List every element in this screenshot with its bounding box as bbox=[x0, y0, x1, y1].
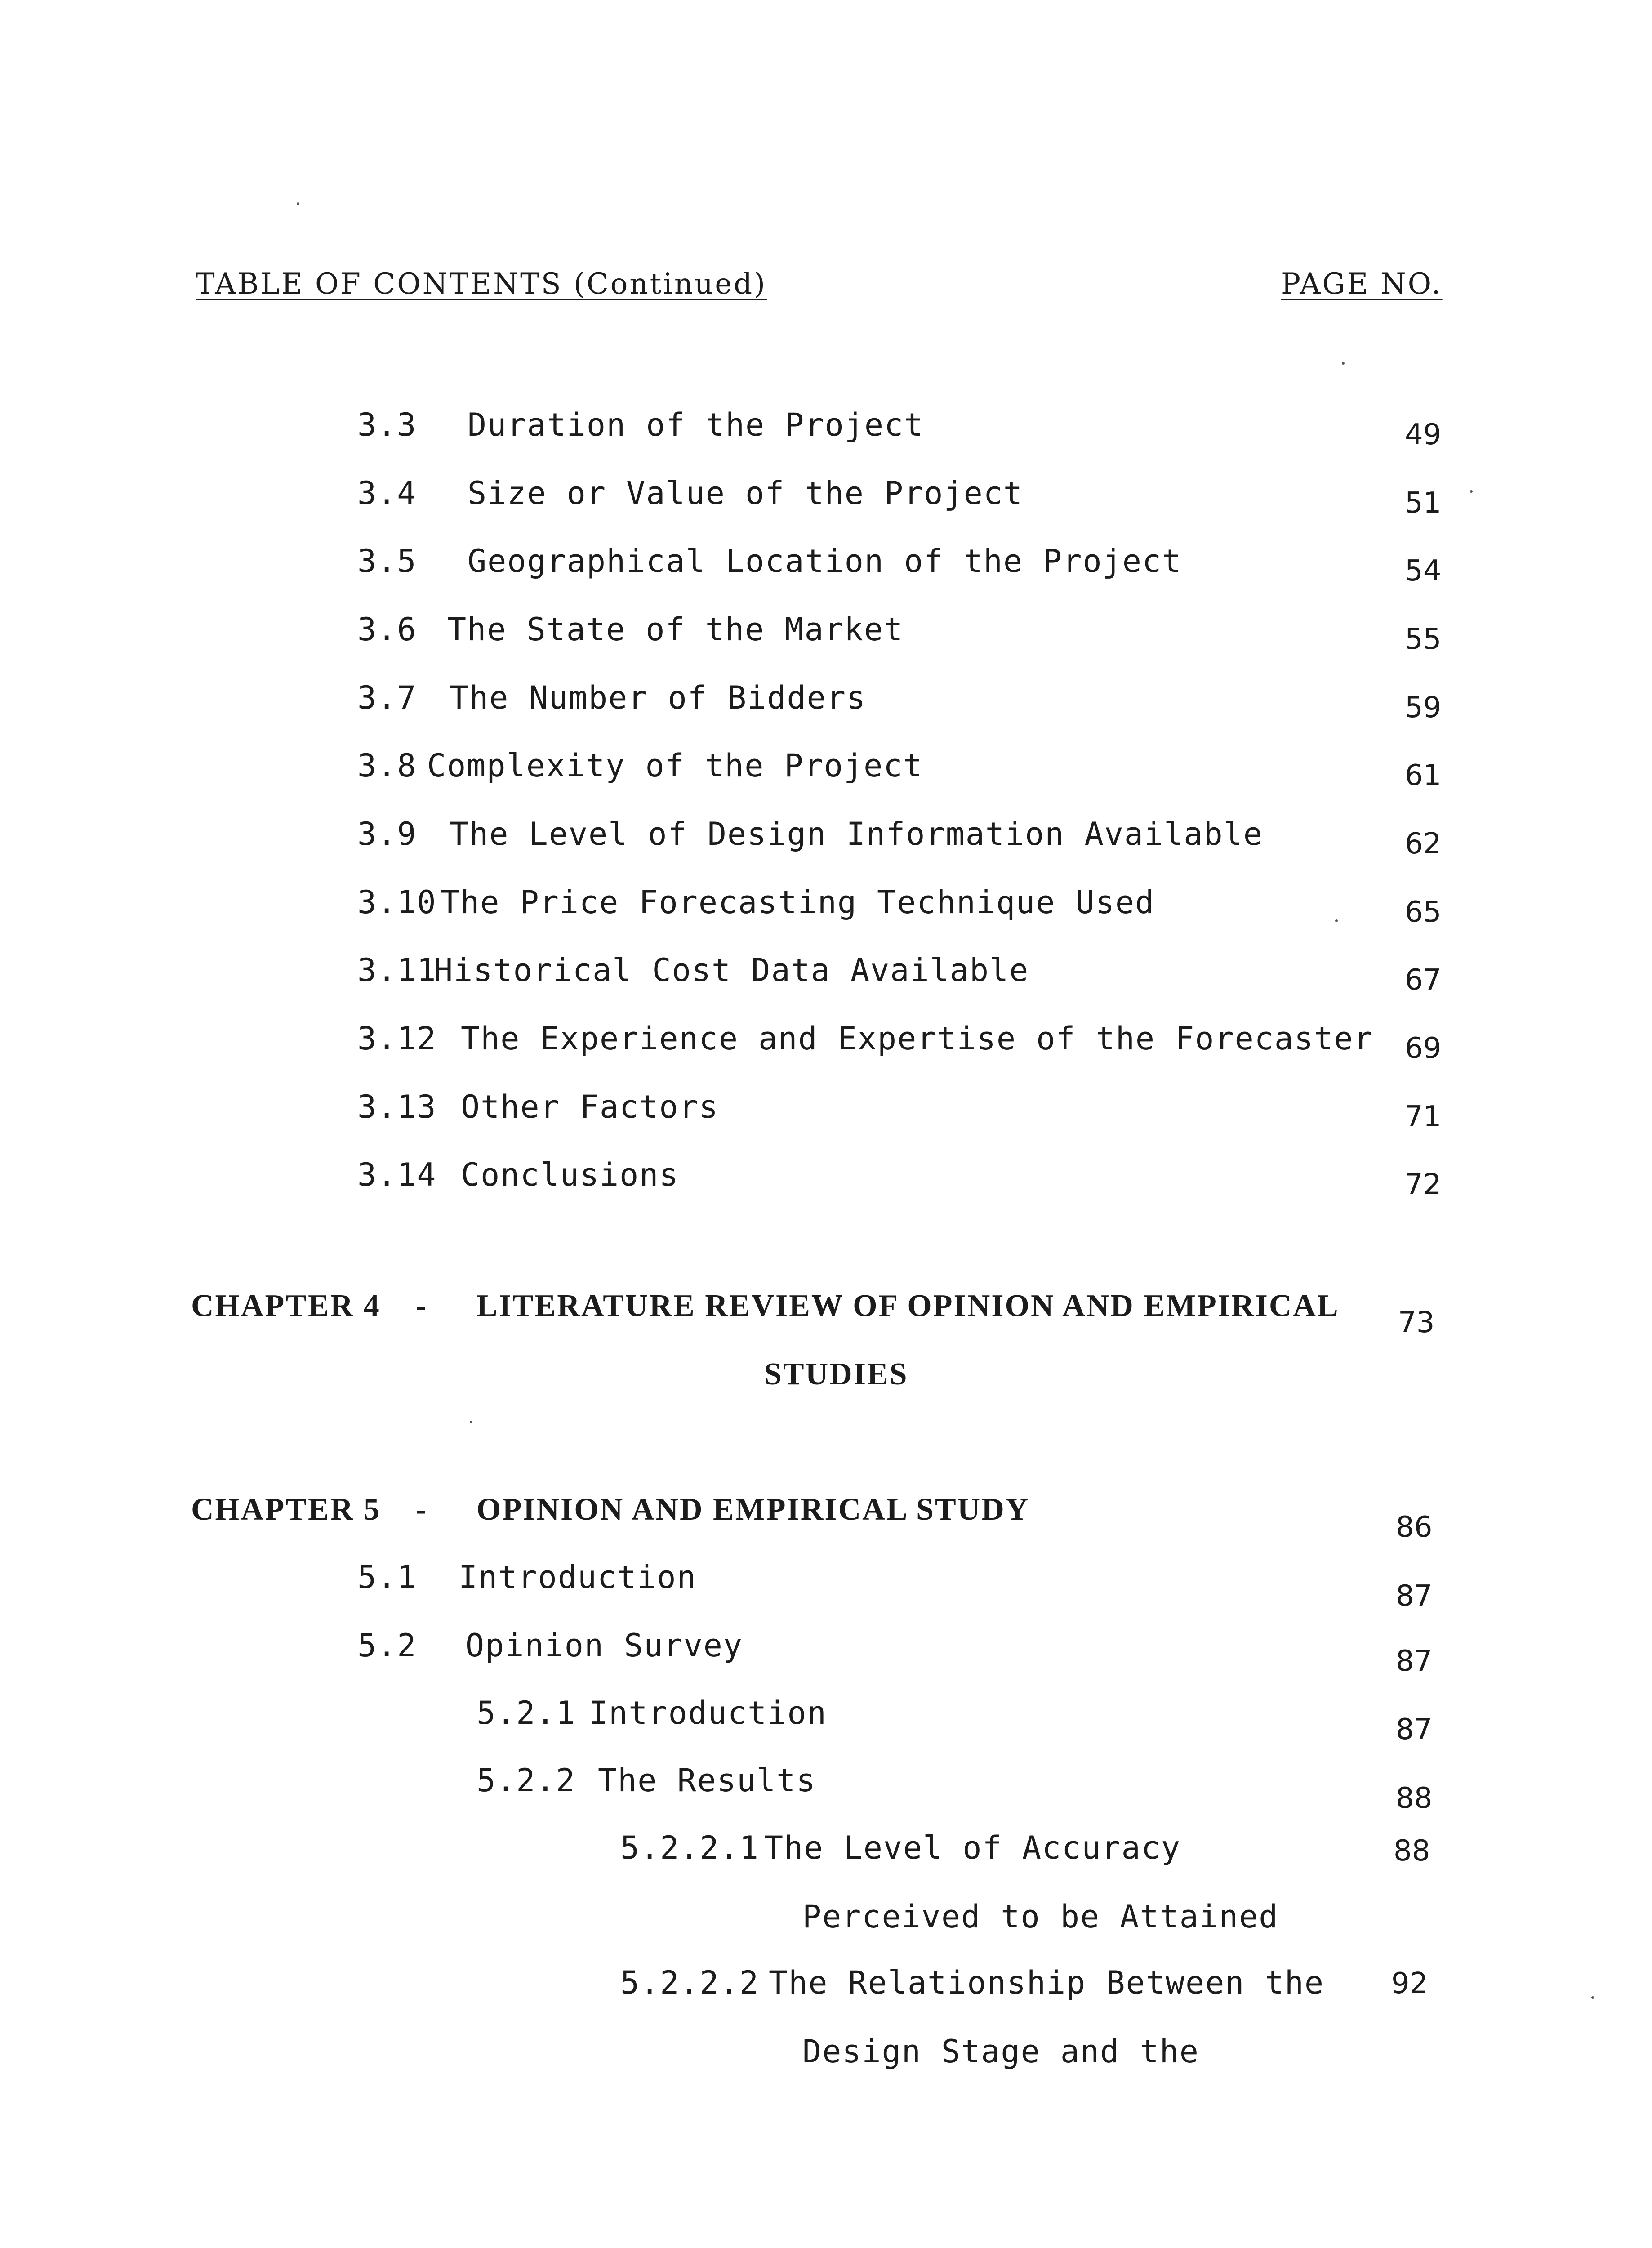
page-number: 92 bbox=[1391, 1967, 1428, 2000]
section-title: The Experience and Expertise of the Forecaster bbox=[461, 1020, 1374, 1057]
scan-speck bbox=[1342, 362, 1345, 365]
subsection-title: Introduction bbox=[589, 1695, 827, 1731]
subsection-title: The Results bbox=[598, 1762, 816, 1799]
subsubsection-number: 5.2.2.1 bbox=[620, 1829, 760, 1866]
page-number: 72 bbox=[1405, 1168, 1442, 1201]
scan-speck bbox=[1591, 1996, 1594, 1999]
section-title: Complexity of the Project bbox=[427, 747, 923, 784]
section-title: Introduction bbox=[459, 1559, 697, 1596]
section-title: Geographical Location of the Project bbox=[468, 543, 1182, 580]
subsection-number: 5.2.2 bbox=[476, 1762, 576, 1799]
section-number: 3.12 bbox=[357, 1020, 437, 1057]
page-number: 55 bbox=[1405, 623, 1442, 656]
page-number: 59 bbox=[1405, 691, 1442, 724]
section-number: 3.10 bbox=[357, 884, 437, 921]
section-title: Historical Cost Data Available bbox=[434, 952, 1029, 989]
section-title: Size or Value of the Project bbox=[468, 475, 1024, 512]
page-number: 87 bbox=[1396, 1645, 1433, 1678]
section-title: The Number of Bidders bbox=[450, 679, 867, 716]
toc-header-title: TABLE OF CONTENTS (Continued) bbox=[196, 268, 767, 301]
subsection-number: 5.2.1 bbox=[476, 1695, 576, 1731]
section-number: 3.14 bbox=[357, 1156, 437, 1193]
section-title: The Level of Design Information Available bbox=[450, 816, 1263, 852]
section-number: 3.6 bbox=[357, 611, 417, 648]
chapter-title-continued: STUDIES bbox=[764, 1357, 908, 1392]
section-title: Other Factors bbox=[461, 1088, 719, 1125]
chapter-dash: - bbox=[416, 1289, 428, 1323]
section-number: 3.9 bbox=[357, 816, 417, 852]
chapter-title: OPINION AND EMPIRICAL STUDY bbox=[476, 1492, 1030, 1527]
section-title: Conclusions bbox=[461, 1156, 679, 1193]
section-title: Duration of the Project bbox=[468, 406, 924, 443]
section-number: 5.1 bbox=[357, 1559, 417, 1596]
section-number: 3.8 bbox=[357, 747, 417, 784]
page-no-header: PAGE NO. bbox=[1281, 268, 1443, 301]
section-number: 5.2 bbox=[357, 1627, 417, 1664]
page-number: 87 bbox=[1396, 1579, 1433, 1613]
section-title: The Price Forecasting Technique Used bbox=[441, 884, 1155, 921]
page-number: 49 bbox=[1405, 418, 1442, 451]
page-number: 69 bbox=[1405, 1032, 1442, 1065]
subsubsection-title: The Relationship Between the bbox=[769, 1964, 1325, 2001]
section-number: 3.7 bbox=[357, 679, 417, 716]
page-number: 88 bbox=[1396, 1782, 1433, 1815]
subsubsection-title: The Level of Accuracy bbox=[764, 1829, 1181, 1866]
scan-speck bbox=[470, 1421, 472, 1423]
section-number: 3.11 bbox=[357, 952, 437, 989]
section-number: 3.3 bbox=[357, 406, 417, 443]
subsubsection-title-continued: Design Stage and the bbox=[802, 2033, 1199, 2070]
section-number: 3.4 bbox=[357, 475, 417, 512]
page-number: 88 bbox=[1394, 1834, 1430, 1868]
subsubsection-title-continued: Perceived to be Attained bbox=[802, 1898, 1279, 1935]
page-number: 54 bbox=[1405, 554, 1442, 588]
page-number: 62 bbox=[1405, 827, 1442, 861]
page-number: 67 bbox=[1405, 963, 1442, 997]
scan-speck bbox=[297, 202, 299, 205]
scan-speck bbox=[1470, 490, 1473, 493]
chapter-title: LITERATURE REVIEW OF OPINION AND EMPIRICAL bbox=[476, 1289, 1340, 1323]
page-number: 86 bbox=[1396, 1511, 1433, 1544]
page-number: 71 bbox=[1405, 1100, 1442, 1133]
section-title: Opinion Survey bbox=[465, 1627, 744, 1664]
section-title: The State of the Market bbox=[447, 611, 904, 648]
page-number: 51 bbox=[1405, 486, 1442, 520]
chapter-label: CHAPTER 4 bbox=[191, 1289, 381, 1323]
page-number: 73 bbox=[1398, 1306, 1435, 1339]
subsubsection-number: 5.2.2.2 bbox=[620, 1964, 760, 2001]
section-number: 3.13 bbox=[357, 1088, 437, 1125]
scan-speck bbox=[1335, 919, 1338, 922]
page-number: 61 bbox=[1405, 759, 1442, 792]
chapter-label: CHAPTER 5 bbox=[191, 1492, 381, 1527]
chapter-dash: - bbox=[416, 1492, 428, 1527]
section-number: 3.5 bbox=[357, 543, 417, 580]
page-number: 87 bbox=[1396, 1713, 1433, 1746]
page-number: 65 bbox=[1405, 896, 1442, 929]
